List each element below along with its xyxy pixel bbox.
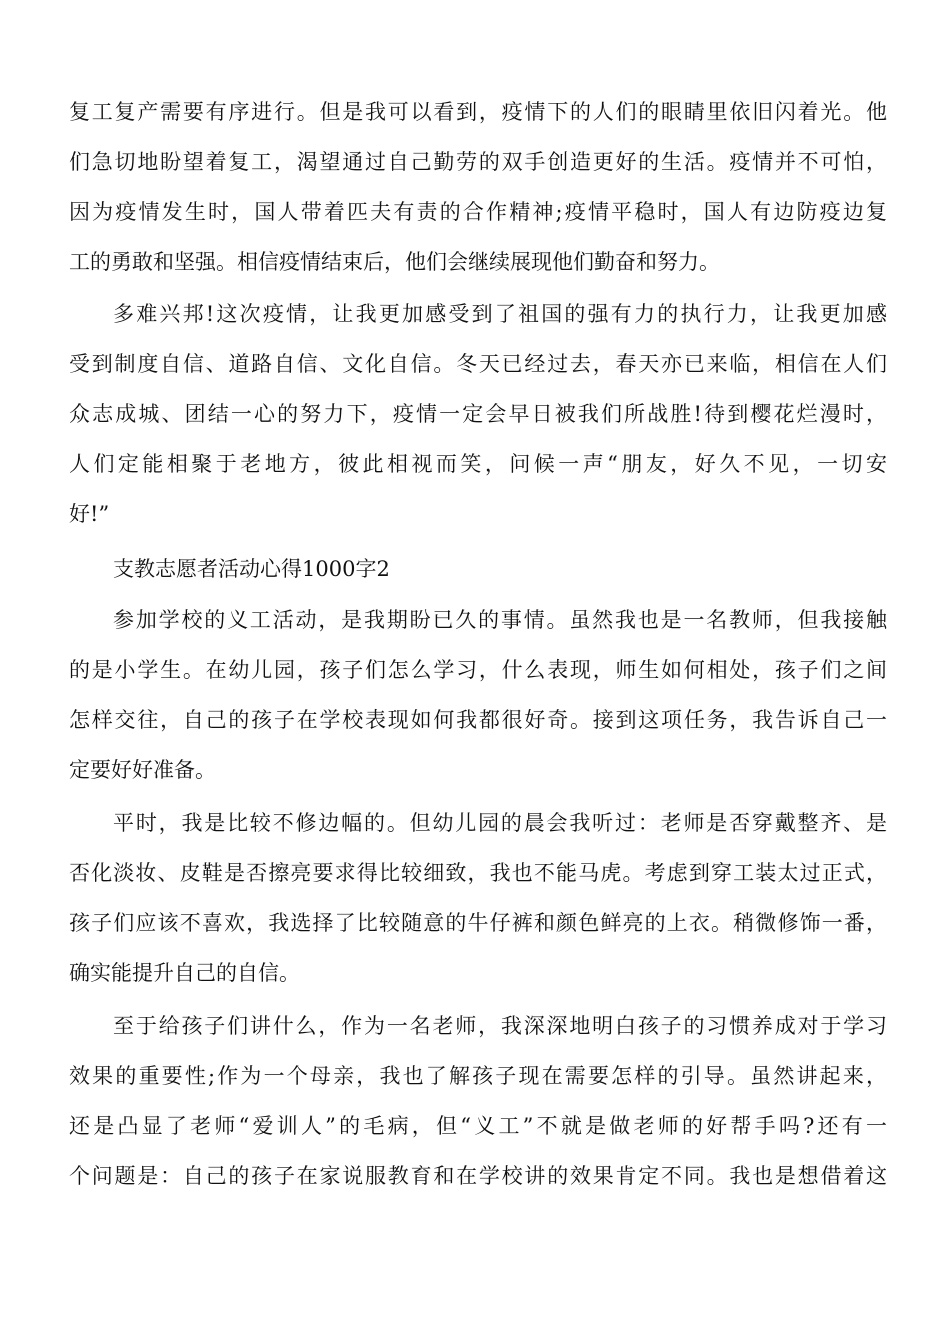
text-line: 们急切地盼望着复工，渴望通过自己勤劳的双手创造更好的生活。疫情并不可怕，: [69, 150, 887, 174]
text-line: 至于给孩子们讲什么，作为一名老师，我深深地明白孩子的习惯养成对于学习: [113, 1014, 887, 1038]
text-line: 个问题是：自己的孩子在家说服教育和在学校讲的效果肯定不同。我也是想借着这: [69, 1164, 887, 1188]
text-line: 参加学校的义工活动，是我期盼已久的事情。虽然我也是一名教师，但我接触: [113, 608, 887, 632]
text-line: 定要好好准备。: [69, 758, 216, 782]
text-line: 受到制度自信、道路自信、文化自信。冬天已经过去，春天亦已来临，相信在人们: [69, 352, 887, 376]
paragraph-nation-resilience: [69, 289, 887, 539]
text-line: 好!”: [69, 502, 110, 526]
paragraph-epidemic-recovery: [69, 87, 887, 287]
paragraph-dress-preparation: [69, 798, 887, 998]
text-line: 多难兴邦!这次疫情，让我更加感受到了祖国的强有力的执行力，让我更加感: [113, 302, 887, 326]
text-line: 否化淡妆、皮鞋是否擦亮要求得比较细致，我也不能马虎。考虑到穿工装太过正式，: [69, 861, 887, 885]
heading-text: 支教志愿者活动心得1000字2: [113, 557, 390, 581]
paragraph-teaching-content: [69, 1001, 887, 1201]
text-line: 确实能提升自己的自信。: [69, 961, 300, 985]
text-line: 效果的重要性;作为一个母亲，我也了解孩子现在需要怎样的引导。虽然讲起来，: [69, 1064, 887, 1088]
text-line: 平时，我是比较不修边幅的。但幼儿园的晨会我听过：老师是否穿戴整齐、是: [113, 811, 887, 835]
text-line: 因为疫情发生时，国人带着匹夫有责的合作精神;疫情平稳时，国人有边防疫边复: [69, 200, 887, 224]
text-line: 孩子们应该不喜欢，我选择了比较随意的牛仔裤和颜色鲜亮的上衣。稍微修饰一番，: [69, 911, 887, 935]
section-heading: [69, 544, 887, 594]
text-line: 的是小学生。在幼儿园，孩子们怎么学习，什么表现，师生如何相处，孩子们之间: [69, 658, 887, 682]
text-line: 怎样交往，自己的孩子在学校表现如何我都很好奇。接到这项任务，我告诉自己一: [69, 708, 887, 732]
text-line: 还是凸显了老师“爱训人”的毛病，但“义工”不就是做老师的好帮手吗?还有一: [69, 1114, 887, 1138]
text-line: 众志成城、团结一心的努力下，疫情一定会早日被我们所战胜!待到樱花烂漫时，: [69, 402, 887, 426]
text-line: 人们定能相聚于老地方，彼此相视而笑，问候一声“朋友，好久不见，一切安: [69, 452, 887, 476]
text-line: 复工复产需要有序进行。但是我可以看到，疫情下的人们的眼睛里依旧闪着光。他: [69, 100, 887, 124]
paragraph-volunteer-activity: [69, 595, 887, 795]
text-line: 工的勇敢和坚强。相信疫情结束后，他们会继续展现他们勤奋和努力。: [69, 250, 720, 274]
